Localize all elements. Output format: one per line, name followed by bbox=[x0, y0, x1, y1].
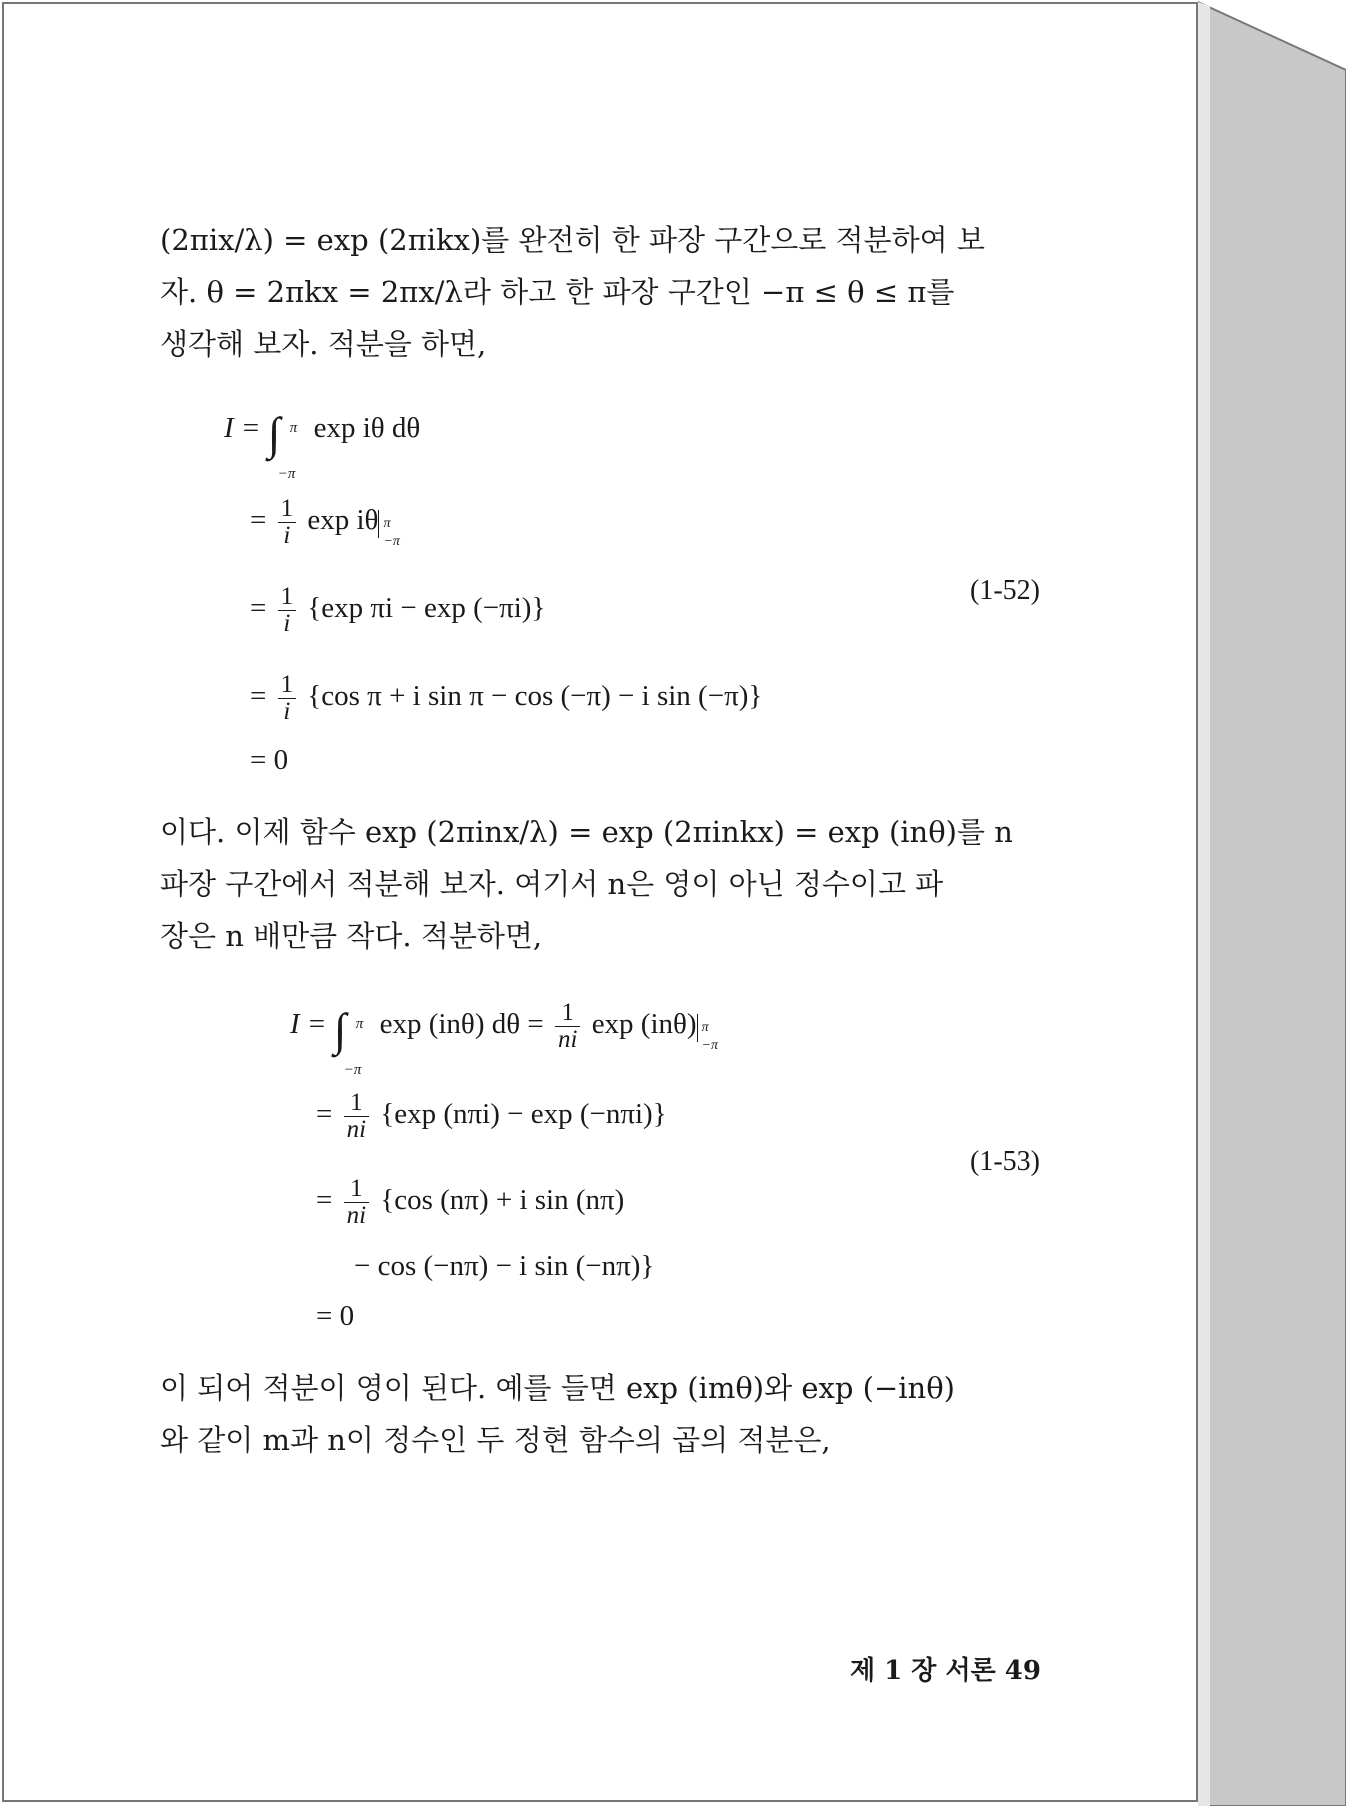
integral-sign: ∫ π −π bbox=[268, 414, 281, 454]
eq-equals: = bbox=[250, 680, 267, 713]
integral-upper-limit: π bbox=[355, 1016, 364, 1033]
eq-lhs: I = bbox=[290, 1008, 327, 1041]
integral-lower-limit: −π bbox=[343, 1062, 362, 1079]
text-line: 생각해 보자. 적분을 하면, bbox=[160, 327, 487, 361]
paragraph-third bbox=[160, 1362, 1055, 1466]
eq53-line-4: − cos (−nπ) − i sin (−nπ)} bbox=[354, 1250, 655, 1282]
text-line: 이 되어 적분이 영이 된다. 예를 들면 exp (imθ)와 exp (−inθ) bbox=[160, 1371, 955, 1405]
equation-number-1-52: (1-52) bbox=[970, 575, 1040, 606]
eq-equals: = bbox=[316, 1098, 333, 1131]
equation-number-1-53: (1-53) bbox=[970, 1146, 1040, 1177]
eq52-line-3 bbox=[250, 584, 545, 637]
text-line: 자. θ = 2πkx = 2πx/λ라 하고 한 파장 구간인 −π ≤ θ ≤ π를 bbox=[160, 275, 955, 309]
fraction: $\frac{1}{ni}$ bbox=[555, 1000, 580, 1053]
eq-lhs: I = bbox=[224, 412, 261, 444]
integral-upper-limit: π bbox=[289, 420, 298, 436]
evaluation-bar: π −π bbox=[378, 508, 404, 538]
eq53-line-3 bbox=[316, 1176, 624, 1229]
fraction: $\frac{1}{ni}$ bbox=[344, 1176, 369, 1229]
integral-lower-limit: −π bbox=[277, 466, 296, 482]
text-line: 파장 구간에서 적분해 보자. 여기서 n은 영이 아닌 정수이고 파 bbox=[160, 867, 944, 901]
eq52-line-1 bbox=[224, 408, 421, 482]
text-line: 이다. 이제 함수 exp (2πinx/λ) = exp (2πinkx) = exp (inθ)를 n bbox=[160, 815, 1013, 849]
paragraph-intro bbox=[160, 214, 1055, 370]
eq52-line-5: = 0 bbox=[250, 744, 289, 776]
fraction: $\frac{1}{i}$ bbox=[278, 496, 297, 549]
eq-body: exp iθ dθ bbox=[313, 412, 421, 444]
fraction: $\frac{1}{i}$ bbox=[278, 672, 297, 725]
fraction: $\frac{1}{ni}$ bbox=[344, 1090, 369, 1143]
text-line: 와 같이 m과 n이 정수인 두 정현 함수의 곱의 적분은, bbox=[160, 1423, 831, 1457]
fraction: $\frac{1}{i}$ bbox=[278, 584, 297, 637]
eq52-line-4 bbox=[250, 672, 762, 725]
eq-body: {exp πi − exp (−πi)} bbox=[307, 592, 546, 625]
eq-equals: = bbox=[316, 1184, 333, 1217]
integral-sign: ∫ π −π bbox=[334, 1010, 347, 1050]
evaluation-bar: π −π bbox=[697, 1012, 723, 1042]
page-footer: 제 1 장 서론 49 bbox=[850, 1656, 1041, 1686]
paragraph-second bbox=[160, 806, 1055, 962]
eq-body: {cos (nπ) + i sin (nπ) bbox=[380, 1184, 625, 1217]
text-line: (2πix/λ) = exp (2πikx)를 완전히 한 파장 구간으로 적분하여 보 bbox=[160, 223, 985, 257]
eq-equals: = bbox=[250, 504, 267, 537]
eq53-line-1 bbox=[290, 999, 723, 1079]
eq-body: {cos π + i sin π − cos (−π) − i sin (−π)} bbox=[307, 680, 763, 713]
eq-body: exp iθ bbox=[307, 504, 379, 537]
text-line: 장은 n 배만큼 작다. 적분하면, bbox=[160, 919, 543, 953]
eq53-line-2 bbox=[316, 1090, 667, 1143]
eq52-line-2 bbox=[250, 496, 404, 549]
eq-body: {exp (nπi) − exp (−nπi)} bbox=[380, 1098, 667, 1131]
eq-equals: = bbox=[250, 592, 267, 625]
page-stack-edge bbox=[1198, 0, 1346, 1806]
eq53-line-5: = 0 bbox=[316, 1300, 355, 1332]
eq-body: exp (inθ) dθ = bbox=[379, 1008, 544, 1041]
eq-body: exp (inθ) bbox=[591, 1008, 697, 1041]
